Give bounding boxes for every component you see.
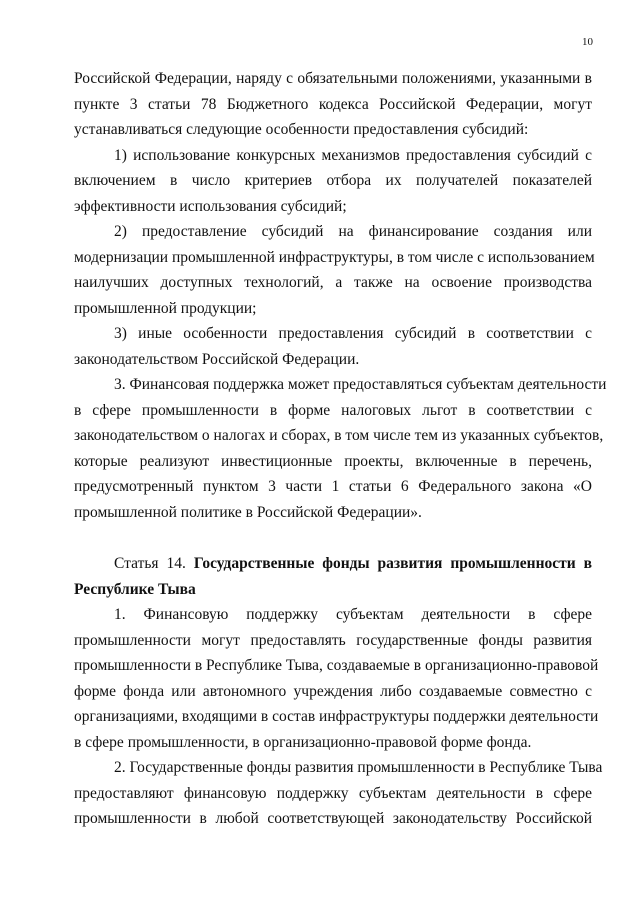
paragraph-3 xyxy=(74,372,607,525)
article-14-paragraph-1 xyxy=(74,602,599,755)
text-line: промышленности могут предоставлять государственные фонды развития xyxy=(74,631,592,649)
text-line: Российской Федерации, наряду с обязательными положениями, указанными в xyxy=(74,70,592,87)
text-line: законодательством о налогах и сборах, в том числе тем из указанных субъектов, xyxy=(74,427,604,444)
text-line: 2) предоставление субсидий на финансирование создания или xyxy=(114,223,592,240)
text-line: в сфере промышленности в форме налоговых льгот в соответствии с xyxy=(74,401,592,419)
text-line: предоставляют финансовую поддержку субъектам деятельности в сфере xyxy=(74,784,592,802)
text-line: эффективности использования субсидий; xyxy=(74,197,347,215)
text-line: включением в число критериев отбора их получателей показателей xyxy=(74,172,592,189)
article-title: Государственные фонды развития промышленности в xyxy=(193,555,592,572)
text-line: устанавливаться следующие особенности предоставления субсидий: xyxy=(74,121,529,138)
text-line: предусмотренный пунктом 3 части 1 статьи 6 Федерального закона «О xyxy=(74,478,592,495)
article-heading-line xyxy=(74,551,592,577)
text-line: законодательством Российской Федерации. xyxy=(74,350,360,368)
page-number: 10 xyxy=(582,36,593,48)
text-line: 1. Финансовую поддержку субъектам деятельности в сфере xyxy=(114,606,592,623)
text-line: наилучших доступных технологий, а также на освоение производства xyxy=(74,274,592,291)
text-line: 3. Финансовая поддержка может предоставляться субъектам деятельности xyxy=(114,376,607,393)
section-spacer xyxy=(74,525,592,551)
list-item-1 xyxy=(74,143,592,220)
paragraph-continuation xyxy=(74,66,592,143)
list-item-2 xyxy=(74,219,595,321)
text-line: 2. Государственные фонды развития промышленности в Республике Тыва xyxy=(114,759,603,776)
text-line: 3) иные особенности предоставления субсидий в соответствии с xyxy=(114,325,592,342)
text-line: в сфере промышленности, в организационно-правовой форме фонда. xyxy=(74,733,532,751)
text-line: пункте 3 статьи 78 Бюджетного кодекса Российской Федерации, могут xyxy=(74,95,592,113)
text-line: промышленности в Республике Тыва, создаваемые в организационно-правовой xyxy=(74,657,599,674)
text-line: которые реализуют инвестиционные проекты, включенные в перечень, xyxy=(74,452,592,470)
text-line: промышленной продукции; xyxy=(74,299,257,317)
text-line: 1) использование конкурсных механизмов предоставления субсидий с xyxy=(114,146,592,164)
text-line: модернизации промышленной инфраструктуры, в том числе с использованием xyxy=(74,248,595,266)
text-line: организациями, входящими в состав инфраструктуры поддержки деятельности xyxy=(74,708,599,725)
article-title: Республике Тыва xyxy=(74,580,196,598)
text-line: форме фонда или автономного учреждения либо создаваемые совместно с xyxy=(74,682,592,700)
article-14-paragraph-2 xyxy=(74,755,603,832)
article-label: Статья 14. xyxy=(114,555,186,572)
document-body xyxy=(74,66,607,832)
article-heading-line xyxy=(74,577,592,603)
text-line: промышленности в любой соответствующей законодательству Российской xyxy=(74,810,592,827)
article-14-heading xyxy=(74,551,592,602)
text-line: промышленной политике в Российской Федерации». xyxy=(74,503,422,521)
list-item-3 xyxy=(74,321,592,372)
